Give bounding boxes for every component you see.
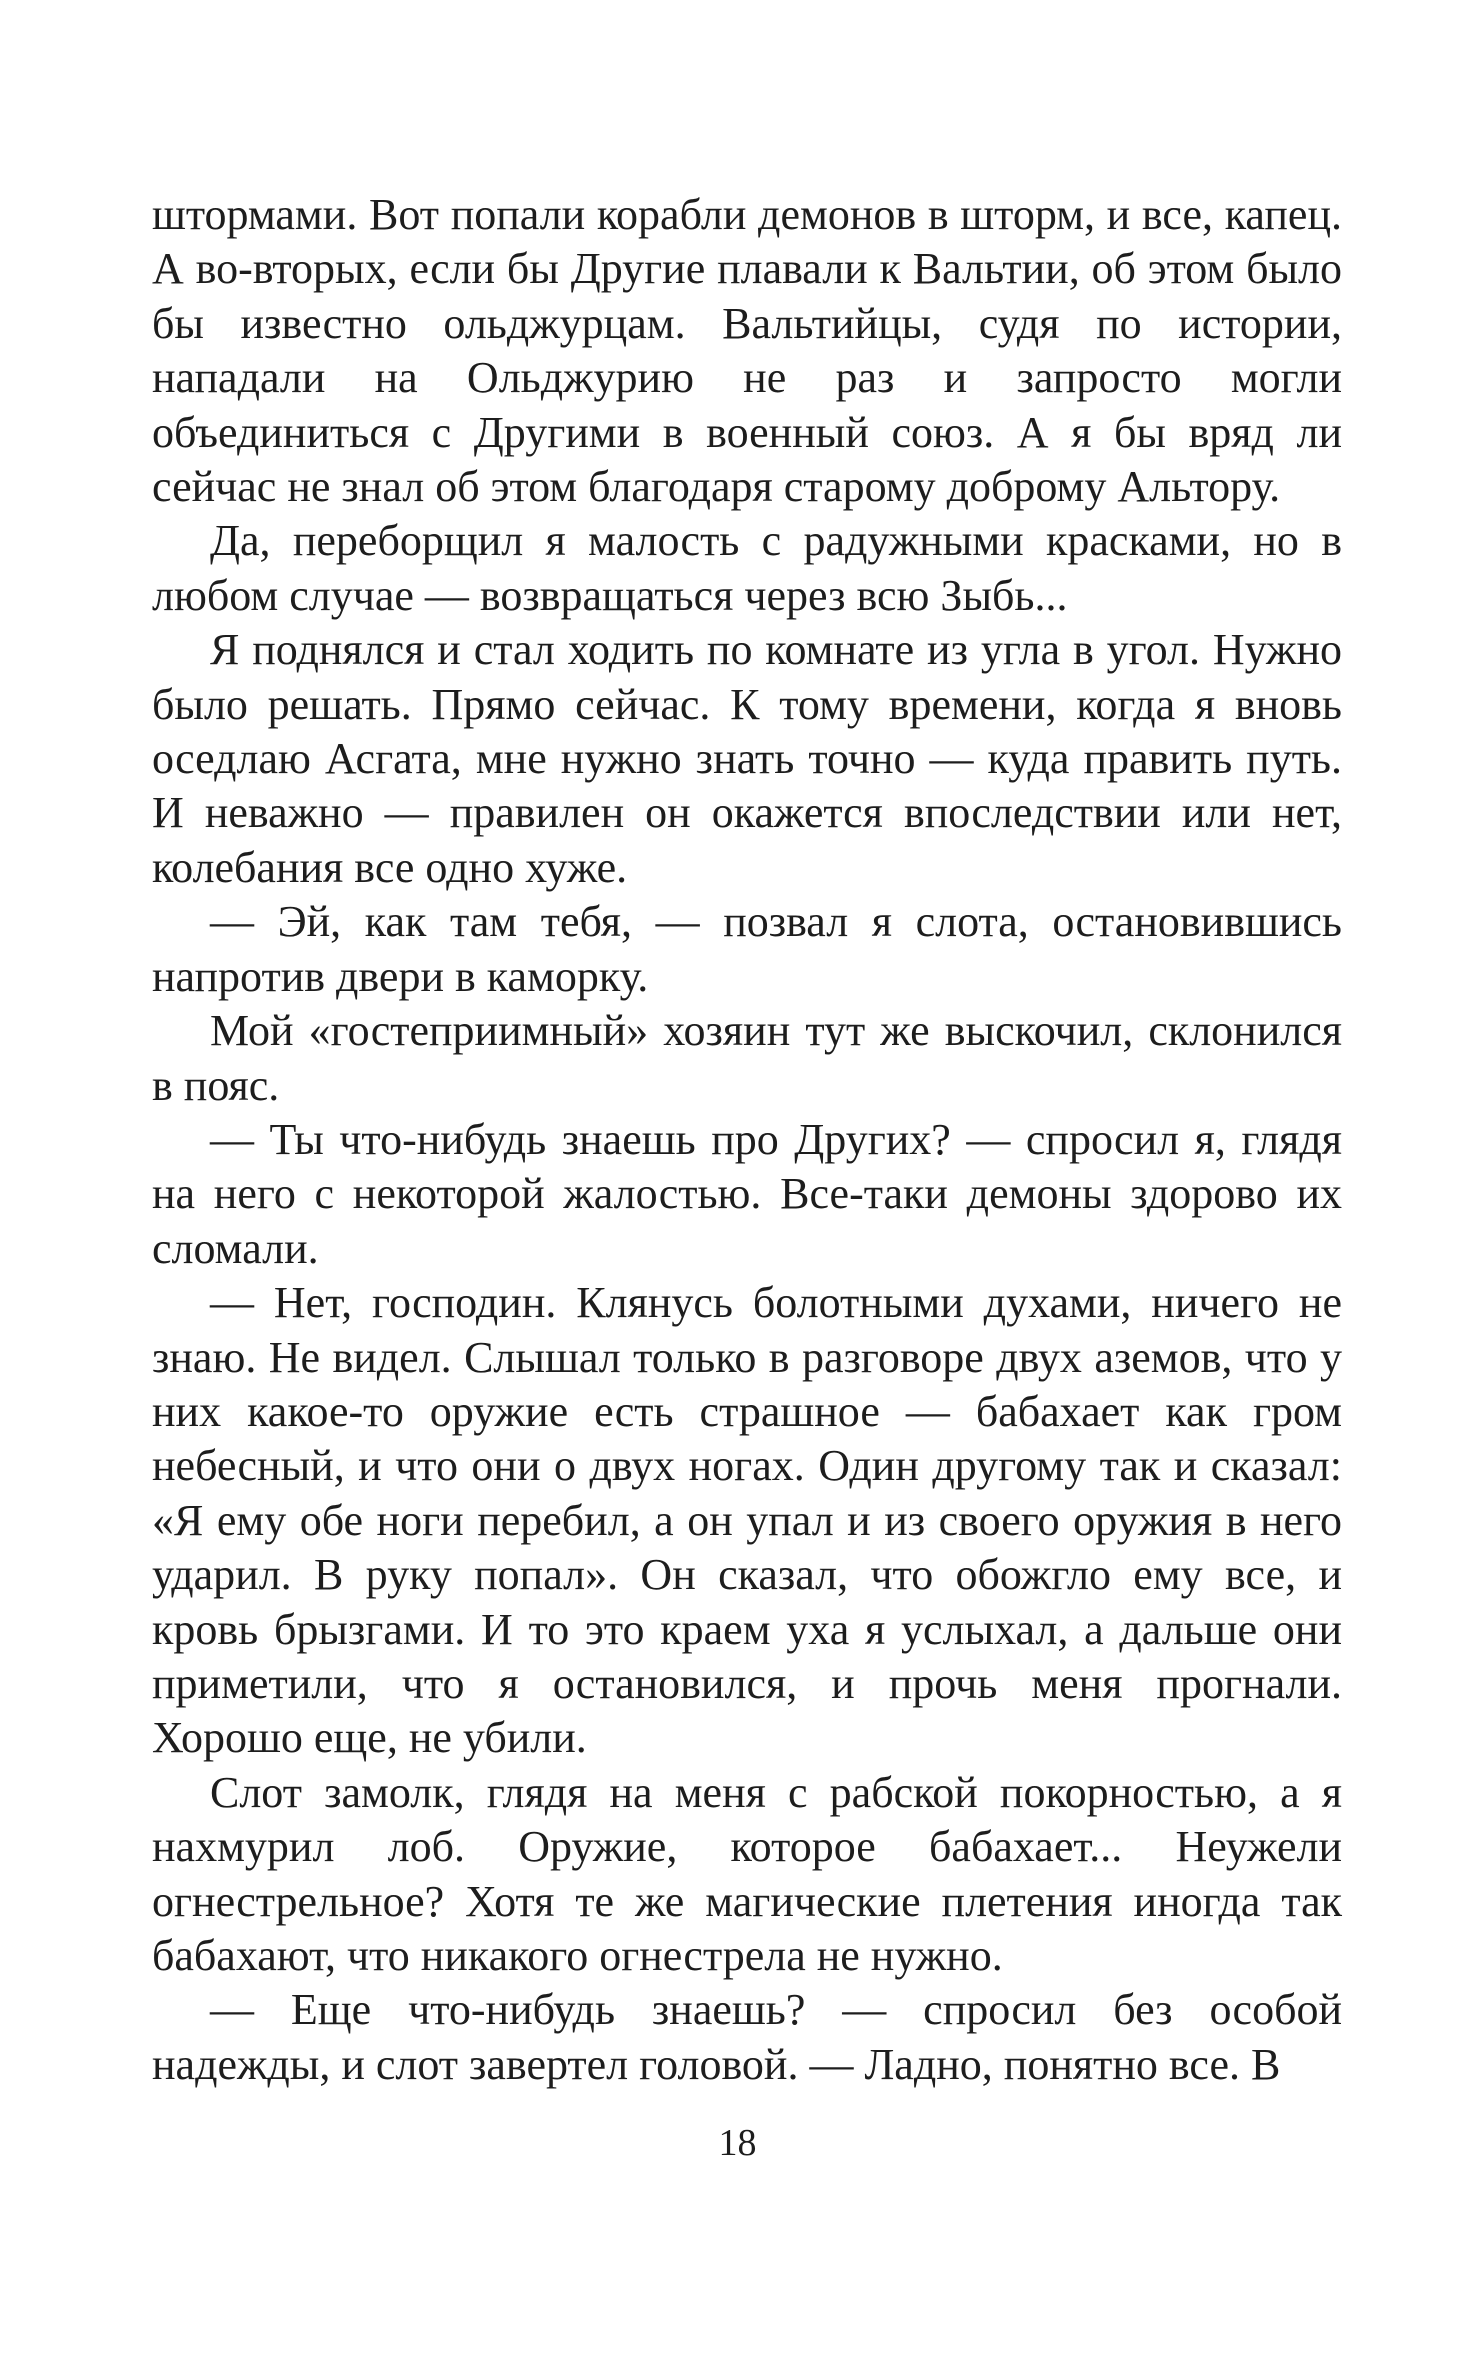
paragraph: — Ты что-нибудь знаешь про Других? — спросил я, глядя на него с некоторой жалостью. Все-таки демоны здорово их сломали.: [152, 1114, 1342, 1273]
paragraph: Да, переборщил я малость с радужными красками, но в любом случае — возвращаться через всю Зыбь...: [152, 516, 1342, 620]
paragraph: — Эй, как там тебя, — позвал я слота, остановившись напротив двери в каморку.: [152, 897, 1342, 1001]
paragraph: Я поднялся и стал ходить по комнате из угла в угол. Нужно было решать. Прямо сейчас. К тому времени, когда я вновь оседлаю Асгата, мне нужно знать точно — куда править путь. И неважно — правилен он окажется впоследствии или нет, колебания все одно хуже.: [152, 625, 1342, 892]
paragraph: — Нет, господин. Клянусь болотными духами, ничего не знаю. Не видел. Слышал только в разговоре двух аземов, что у них какое-то оружие есть страшное — бабахает как гром небесный, и что они о двух ногах. Один другому так и сказал: «Я ему обе ноги перебил, а он упал и из своего оружия в него ударил. В руку попал». Он сказал, что обожгло ему все, и кровь брызгами. И то это краем уха я услыхал, а дальше они приметили, что я остановился, и прочь меня прогнали. Хорошо еще, не убили.: [152, 1278, 1342, 1763]
paragraph: штормами. Вот попали корабли демонов в шторм, и все, капец. А во-вторых, если бы Другие плавали к Вальтии, об этом было бы известно ольджурцам. Вальтийцы, судя по истории, нападали на Ольджурию не раз и запросто могли объединиться с Другими в военный союз. А я бы вряд ли сейчас не знал об этом благодаря старому доброму Альтору.: [152, 190, 1342, 512]
paragraph: Слот замолк, глядя на меня с рабской покорностью, а я нахмурил лоб. Оружие, которое бабахает... Неужели огнестрельное? Хотя те же магические плетения иногда так бабахают, что никакого огнестрела не нужно.: [152, 1767, 1342, 1980]
page-body: [152, 188, 1342, 2092]
paragraph: Мой «гостеприимный» хозяин тут же выскочил, склонился в пояс.: [152, 1006, 1342, 1110]
paragraph: — Еще что-нибудь знаешь? — спросил без особой надежды, и слот завертел головой. — Ладно, понятно все. В: [152, 1985, 1342, 2089]
page-number: 18: [718, 2122, 757, 2164]
